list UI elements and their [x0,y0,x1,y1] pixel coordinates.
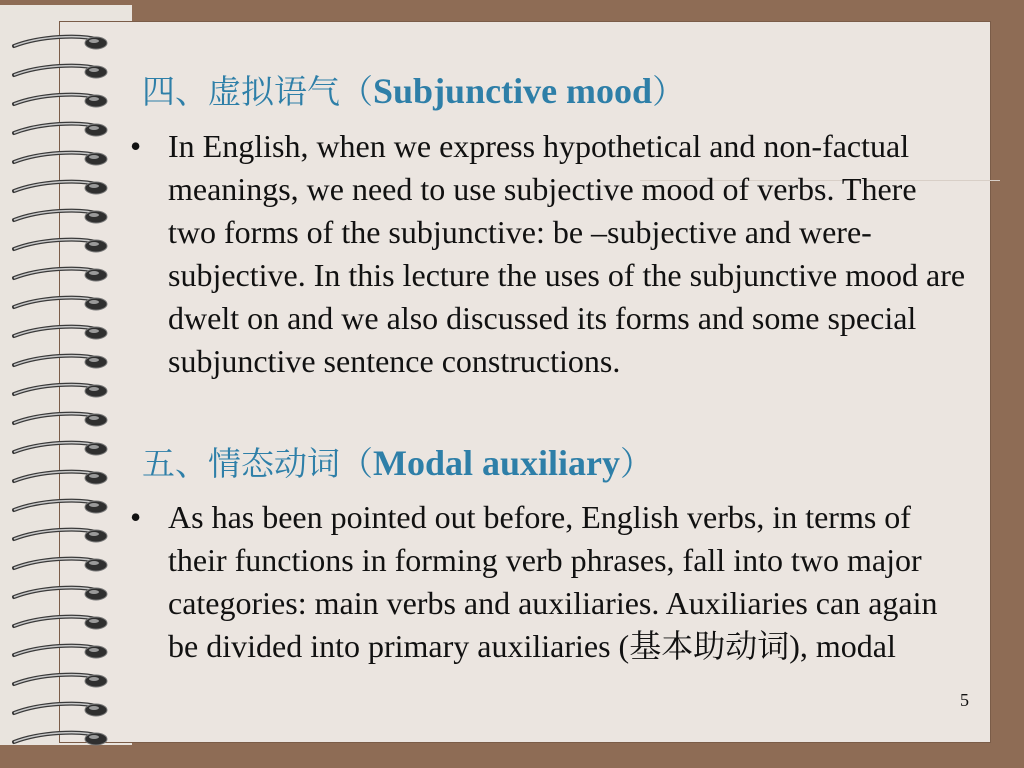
bullet-icon: • [130,128,142,164]
section1-heading [142,66,685,113]
binding-ring [14,124,107,136]
binding-ring [14,356,107,368]
section2-heading [142,438,653,485]
binding-ring [14,327,107,339]
bullet-icon: • [130,499,142,535]
section1-heading-cn: 四、虚拟语气（ [142,72,373,111]
section2-bullet [130,496,970,716]
binding-ring [14,182,107,194]
spiral-binding-icon [0,0,130,768]
binding-ring [14,385,107,397]
binding-ring [14,704,107,716]
binding-ring [14,675,107,687]
binding-ring [14,588,107,600]
binding-ring [14,211,107,223]
section2-heading-close: ） [620,444,654,483]
section1-heading-close: ） [652,72,686,111]
binding-ring [14,472,107,484]
binding-ring [14,733,107,745]
binding-ring [14,66,107,78]
section1-heading-en: Subjunctive mood [373,71,653,111]
binding-ring [14,153,107,165]
section2-bullet-text: As has been pointed out before, English verbs, in terms of their functions in forming verb phrases, fall into two major categories: main verbs and auxiliaries. Auxiliaries can again be divided into primary auxiliaries (基本助动词), modal [168,499,938,664]
binding-ring [14,646,107,658]
binding-ring [14,443,107,455]
binding-ring [14,414,107,426]
binding-ring [14,37,107,49]
binding-ring [14,269,107,281]
binding-ring [14,617,107,629]
binding-ring [14,501,107,513]
page-number: 5 [960,690,969,710]
binding-ring [14,559,107,571]
section2-heading-cn: 五、情态动词（ [142,444,373,483]
binding-ring [14,298,107,310]
binding-ring [14,530,107,542]
section2-heading-en: Modal auxiliary [373,443,621,483]
section1-bullet [130,125,970,425]
binding-ring [14,95,107,107]
section1-bullet-text: In English, when we express hypothetical and non-factual meanings, we need to use subjective mood of verbs. There two forms of the subjunctive: be –subjective and were-subjective. In this lecture the uses of the subjunctive mood are dwelt on and we also discussed its forms and some special subjunctive sentence constructions. [168,128,966,379]
binding-ring [14,240,107,252]
